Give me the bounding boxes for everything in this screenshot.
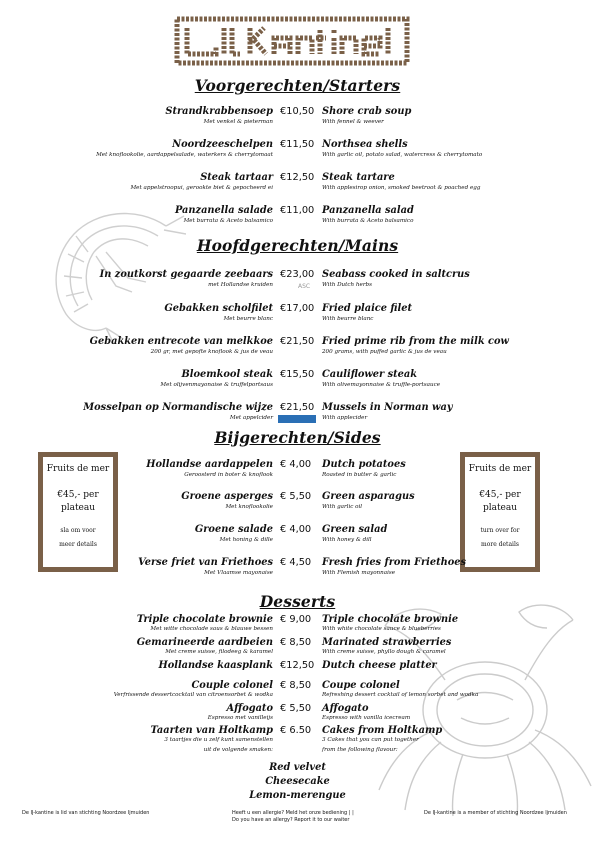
dish-name-en: Triple chocolate brownie	[322, 614, 459, 625]
cake-flavour: Cheesecake	[265, 776, 330, 787]
dish-price: € 8,50	[280, 637, 312, 648]
dish-name-en: Affogato	[322, 703, 369, 714]
dish-desc-nl: Met appelcider	[229, 415, 273, 421]
dish-name-en: Dutch cheese platter	[322, 660, 437, 671]
allergy-notice-nl: Heeft u een allergie? Meld het onze bediening | |	[232, 810, 354, 816]
dish-name-en: Green salad	[322, 524, 388, 535]
dish-name-en: Dutch potatoes	[322, 459, 406, 470]
dish-desc-en: Roasted in butter & garlic	[322, 472, 397, 478]
dish-desc-nl: Met Vlaamse mayonaise	[204, 570, 273, 576]
dish-desc-en: With burrata & Aceto balsamico	[322, 218, 414, 224]
dish-name-nl: Noordzeeschelpen	[172, 139, 273, 150]
dish-desc-en: 3 Cakes that you can put together	[322, 737, 419, 743]
box-price-amount: €45,- per	[479, 490, 521, 500]
dish-name-en: Seabass cooked in saltcrus	[322, 269, 470, 280]
box-price	[43, 489, 113, 515]
dish-price: €12,50	[280, 172, 315, 183]
dish-name-nl: Groene asperges	[181, 491, 273, 502]
dish-desc-en: Espresso with vanilla icecream	[322, 715, 411, 721]
dish-desc-nl: 200 gr, met gepofte knoflook & jus de veau	[150, 349, 273, 355]
dish-desc-en: With garlic oil, potato salad, watercress & cherrytomato	[322, 152, 483, 158]
dish-name-nl: Affogato	[226, 703, 273, 714]
dish-name-en: Cakes from Holtkamp	[322, 725, 443, 736]
dish-desc-en: With applecider	[322, 415, 368, 421]
box-note-line: meer details	[59, 541, 97, 548]
dish-name-nl: Panzanella salade	[174, 205, 273, 216]
dish-price: € 4,00	[280, 459, 312, 470]
dish-desc-en: With Dutch herbs	[322, 282, 372, 288]
dish-desc-nl: met Hollandse kruiden	[208, 282, 273, 288]
box-price-unit: plateau	[60, 503, 96, 513]
section-title-sides: Bijgerechten/Sides	[214, 428, 381, 447]
fruits-de-mer-box-nl	[38, 452, 118, 572]
dish-desc-nl: Met beurre blanc	[223, 316, 273, 322]
dish-desc-nl: uit de volgende smaken:	[203, 747, 273, 753]
footer-center	[232, 810, 354, 824]
dish-price: €10,50	[280, 106, 315, 117]
box-note-line: turn over for	[480, 527, 520, 534]
cake-flavour: Lemon-merengue	[249, 790, 346, 801]
dish-name-en: Fresh fries from Friethoes	[322, 557, 467, 568]
section-title-starters: Voorgerechten/Starters	[194, 76, 401, 95]
dish-desc-en: With beurre blanc	[322, 316, 374, 322]
dish-desc-en: With olivemayonnaise & truffle-portsauce	[322, 382, 441, 388]
dish-name-nl: Gebakken scholfilet	[164, 303, 273, 314]
dish-name-nl: Groene salade	[194, 524, 273, 535]
dish-desc-nl: Met burrata & Aceto balsamico	[183, 218, 273, 224]
asc-logo	[298, 283, 310, 290]
dish-desc-en: Refreshing dessert cocktail of lemon sorbet and wodka	[322, 692, 479, 698]
fruits-de-mer-box-en	[460, 452, 540, 572]
dish-price: € 4,00	[280, 524, 312, 535]
dish-desc-en: With Flemish mayonnaise	[322, 570, 396, 576]
dish-name-nl: Triple chocolate brownie	[136, 614, 273, 625]
dish-desc-en: With fennel & weever	[322, 119, 384, 125]
msc-label-icon	[278, 415, 316, 423]
dish-desc-nl: Met creme suisse, filodeeg & karamel	[165, 649, 273, 655]
dish-desc-en: With garlic oil	[322, 504, 363, 510]
dish-name-en: Fried plaice filet	[322, 303, 413, 314]
box-price-amount: €45,- per	[57, 490, 99, 500]
dish-name-en: Marinated strawberries	[322, 637, 452, 648]
dish-price: €11,50	[280, 139, 315, 150]
dish-desc-nl: Geroosterd in boter & knoflook	[184, 472, 273, 478]
dish-name-nl: Strandkrabbensoep	[165, 106, 273, 117]
dish-name-nl: Hollandse aardappelen	[146, 459, 273, 470]
dish-desc-en: With white chocolate sauce & blueberries	[322, 626, 441, 632]
dish-name-nl: Couple colonel	[191, 680, 273, 691]
dish-name-en: Mussels in Norman way	[322, 402, 453, 413]
box-note	[465, 524, 535, 552]
dish-name-nl: Hollandse kaasplank	[158, 660, 273, 671]
dish-desc-nl: Met knoflookolie	[225, 504, 273, 510]
dish-desc-en: With honey & dill	[322, 537, 372, 543]
dish-price: €21,50	[280, 336, 315, 347]
dish-name-nl: Bloemkool steak	[181, 369, 273, 380]
dish-price: €21,50	[280, 402, 315, 413]
dish-price: €17,00	[280, 303, 315, 314]
box-note-line: sla om voor	[60, 527, 96, 534]
dish-price: € 4,50	[280, 557, 312, 568]
dish-name-nl: Verse friet van Friethoes	[138, 557, 273, 568]
dish-name-nl: In zoutkorst gegaarde zeebaars	[99, 269, 273, 280]
dish-price: € 5,50	[280, 703, 312, 714]
dish-name-en: Shore crab soup	[322, 106, 412, 117]
dish-price: € 5,50	[280, 491, 312, 502]
section-title-desserts: Desserts	[259, 592, 336, 611]
dish-price: €12,50	[280, 660, 315, 671]
dish-price: €11,00	[280, 205, 315, 216]
box-note	[43, 524, 113, 552]
dish-desc-nl: Met appelstroopui, gerookte biet & gepocheerd ei	[130, 185, 273, 191]
section-title-mains: Hoofdgerechten/Mains	[196, 236, 399, 255]
allergy-notice-en: Do you have an allergy? Report it to our waiter	[232, 817, 350, 823]
ijkantine-logo	[174, 16, 410, 66]
dish-price: € 6.50	[280, 725, 312, 736]
dish-price: €23,00	[280, 269, 315, 280]
dish-desc-en: With creme suisse, phyllo dough & caramel	[322, 649, 446, 655]
dish-name-en: Coupe colonel	[322, 680, 400, 691]
dish-desc-nl: 3 taartjes die u zelf kunt samenstellen	[164, 737, 273, 743]
box-price-unit: plateau	[482, 503, 518, 513]
dish-name-nl: Gebakken entrecote van melkkoe	[89, 336, 273, 347]
dish-desc-nl: Espresso met vanilleijs	[207, 715, 273, 721]
box-title: Fruits de mer	[46, 464, 110, 474]
dish-desc-nl: Met honing & dille	[219, 537, 273, 543]
box-price	[465, 489, 535, 515]
dish-desc-en: from the following flavour:	[322, 747, 398, 753]
asc-label: ASC	[298, 283, 311, 290]
dish-price: €15,50	[280, 369, 315, 380]
dish-desc-nl: Met olijvenmayonaise & truffelportsaus	[160, 382, 273, 388]
dish-price: € 8,50	[280, 680, 312, 691]
dish-name-en: Panzanella salad	[322, 205, 414, 216]
dish-desc-nl: Verfrissende dessertcocktail van citroensorbet & wodka	[113, 692, 273, 698]
dish-name-nl: Gemarineerde aardbeien	[136, 637, 273, 648]
footer-right: De IJ-kantine is a member of stichting Noordzee Ijmuiden	[424, 810, 567, 816]
dish-desc-nl: Met venkel & pieterman	[203, 119, 273, 125]
dish-desc-nl: Met witte chocolade saus & blauwe bessen	[150, 626, 273, 632]
dish-name-en: Fried prime rib from the milk cow	[322, 336, 509, 347]
dish-name-nl: Steak tartaar	[200, 172, 273, 183]
dish-desc-en: 200 grams, with puffed garlic & jus de veau	[322, 349, 447, 355]
dish-name-en: Steak tartare	[322, 172, 395, 183]
dish-name-en: Northsea shells	[322, 139, 408, 150]
cake-flavour: Red velvet	[269, 762, 326, 773]
dish-name-en: Cauliflower steak	[322, 369, 418, 380]
dish-name-nl: Taarten van Holtkamp	[150, 725, 273, 736]
box-title: Fruits de mer	[468, 464, 532, 474]
footer-left: De IJ-kantine is lid van stichting Noordzee Ijmuiden	[22, 810, 150, 816]
dish-name-en: Green asparagus	[322, 491, 415, 502]
dish-desc-en: With applesirop onion, smoked beetroot & poached egg	[322, 185, 481, 191]
dish-price: € 9,00	[280, 614, 312, 625]
box-note-line: more details	[481, 541, 519, 548]
dish-desc-nl: Met knoflookolie, aardappelsalade, waterkers & cherrytomaat	[96, 152, 273, 158]
dish-name-nl: Mosselpan op Normandische wijze	[83, 402, 273, 413]
